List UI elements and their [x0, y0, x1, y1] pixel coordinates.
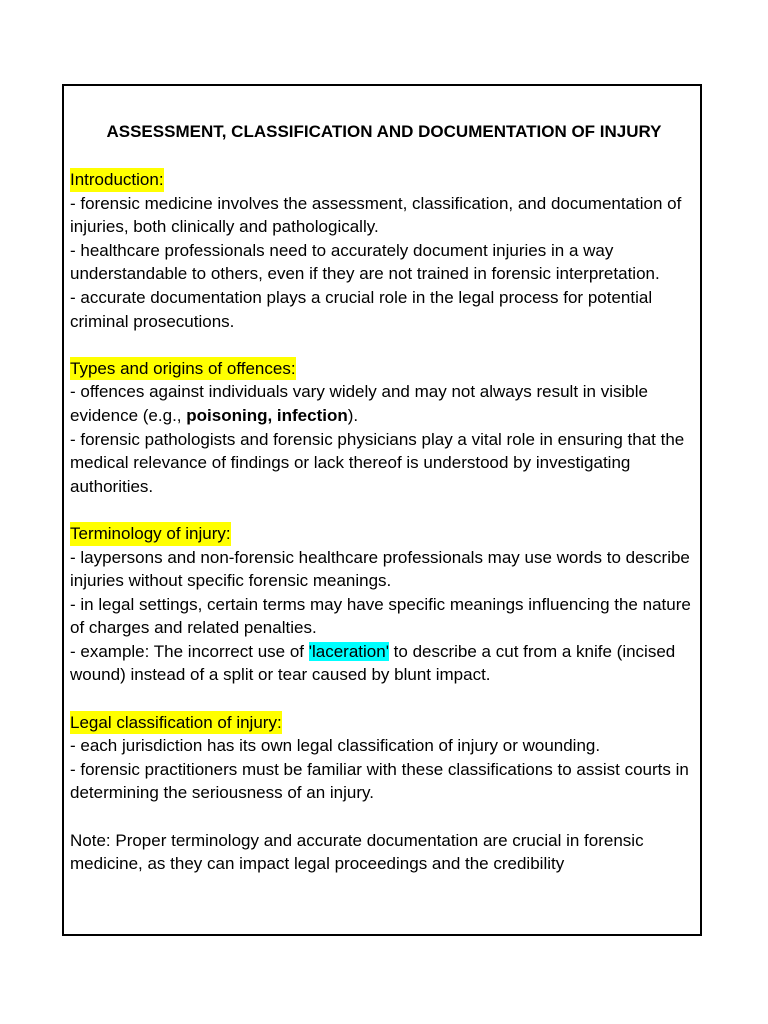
types-text: - offences against individuals vary widely and may not always result in visible evidence (e.g., [70, 382, 648, 425]
section-note [70, 829, 698, 876]
document-page [62, 84, 702, 936]
section-heading-legal: Legal classification of injury: [70, 711, 282, 735]
section-introduction [70, 168, 698, 333]
section-heading-introduction: Introduction: [70, 168, 164, 192]
introduction-paragraph: - healthcare professionals need to accurately document injuries in a way understandable to others, even if they are not trained in forensic interpretation. [70, 240, 660, 284]
terminology-text: - example: The incorrect use of [70, 641, 309, 661]
document-title: ASSESSMENT, CLASSIFICATION AND DOCUMENTATION OF INJURY [106, 122, 662, 141]
terminology-paragraph: - laypersons and non-forensic healthcare professionals may use words to describe injuries without specific forensic meanings. [70, 547, 690, 591]
note-paragraph: Note: Proper terminology and accurate documentation are crucial in forensic medicine, as they can impact legal proceedings and the credibility [70, 830, 644, 874]
section-legal-classification [70, 711, 698, 805]
terminology-paragraph [70, 640, 698, 687]
bold-examples: poisoning, infection [186, 405, 348, 425]
section-heading-terminology: Terminology of injury: [70, 522, 231, 546]
types-paragraph [70, 380, 698, 427]
introduction-paragraph: - forensic medicine involves the assessment, classification, and documentation of injuries, both clinically and pathologically. [70, 193, 682, 237]
terminology-text: to describe a cut from a knife (incised wound) instead of a split or tear caused by blunt impact. [70, 641, 676, 685]
section-types-and-origins [70, 357, 698, 499]
legal-paragraph: - forensic practitioners must be familiar with these classifications to assist courts in determining the seriousness of an injury. [70, 759, 689, 803]
document-content [70, 120, 698, 899]
types-text: ). [347, 405, 359, 425]
highlighted-term: 'laceration' [308, 641, 389, 661]
section-heading-types: Types and origins of offences: [70, 357, 296, 381]
introduction-paragraph: - accurate documentation plays a crucial role in the legal process for potential criminal prosecutions. [70, 287, 653, 331]
types-paragraph: - forensic pathologists and forensic physicians play a vital role in ensuring that the medical relevance of findings or lack thereof is understood by investigating authorities. [70, 429, 685, 496]
terminology-paragraph: - in legal settings, certain terms may have specific meanings influencing the nature of charges and related penalties. [70, 594, 691, 638]
legal-paragraph: - each jurisdiction has its own legal classification of injury or wounding. [70, 736, 601, 756]
section-terminology [70, 522, 698, 687]
